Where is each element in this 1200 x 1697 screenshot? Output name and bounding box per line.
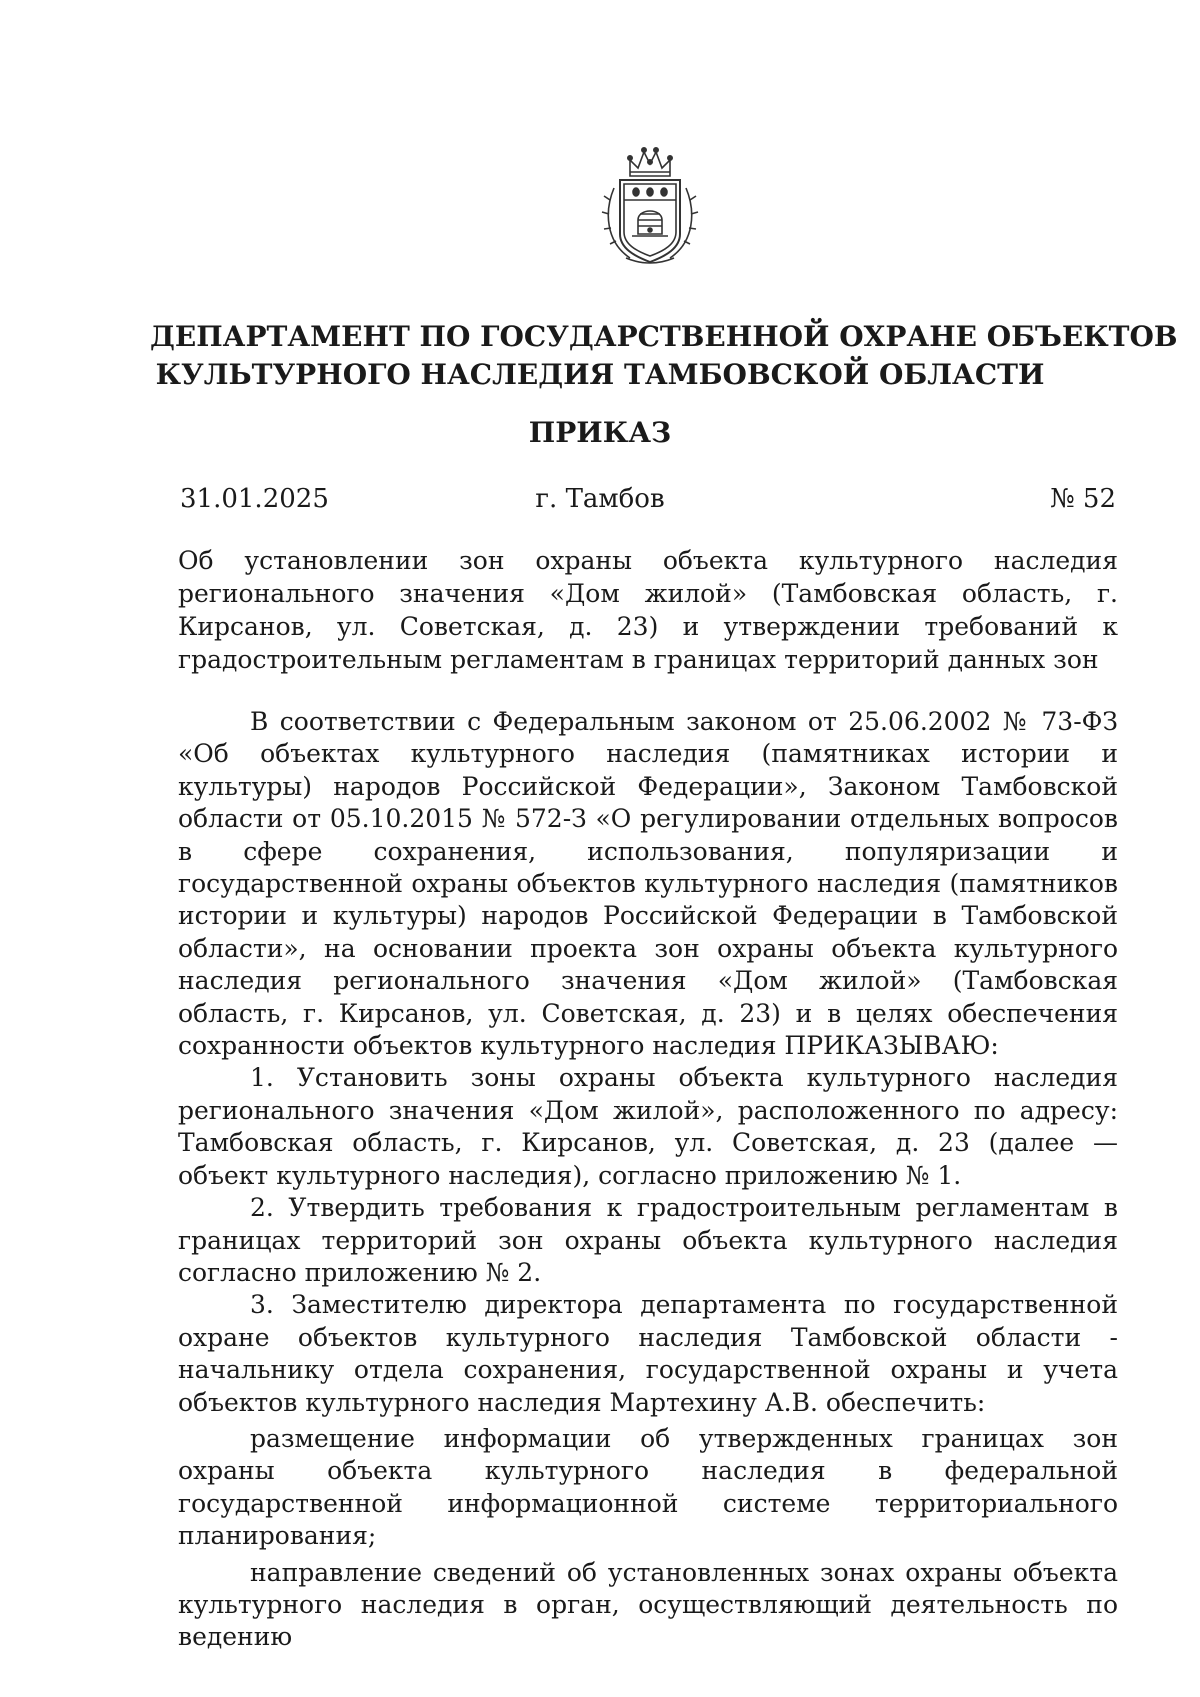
preamble-paragraph: В соответствии с Федеральным законом от 25.06.2002 № 73-ФЗ «Об объектах культурного наследия (памятниках истории и культуры) народов Российской Федерации», Законом Тамбовской области от 05.10.2015 № 572-З «О регулировании отдельных вопросов в сфере сохранения, использования, популяризации и государственной охраны объектов культурного наследия (памятников истории и культуры) народов Российской Федерации в Тамбовской области», на основании проекта зон охраны объекта культурного наследия регионального значения «Дом жилой» (Тамбовская область, г. Кирсанов, ул. Советская, д. 23) и в целях обеспечения сохранности объектов культурного наследия ПРИКАЗЫВАЮ: xyxy=(178,707,1118,1061)
document-city: г. Тамбов xyxy=(535,484,665,514)
coat-of-arms-icon xyxy=(600,142,700,268)
organization-title-line-2: КУЛЬТУРНОГО НАСЛЕДИЯ ТАМБОВСКОЙ ОБЛАСТИ xyxy=(155,358,1045,391)
order-item-3: 3. Заместителю директора департамента по государственной охране объектов культурного наследия Тамбовской области - начальнику отдела сохранения, государственной охраны и учета объектов культурного наследия Мартехину А.В. обеспечить: xyxy=(178,1290,1118,1417)
organization-title-line-1: ДЕПАРТАМЕНТ ПО ГОСУДАРСТВЕННОЙ ОХРАНЕ ОБЪЕКТОВ xyxy=(150,320,1178,353)
order-item-1: 1. Установить зоны охраны объекта культурного наследия регионального значения «Дом жилой», расположенного по адресу: Тамбовская область, г. Кирсанов, ул. Советская, д. 23 (далее — объект культурного наследия), согласно приложению № 1. xyxy=(178,1063,1118,1190)
order-item-2: 2. Утвердить требования к градостроительным регламентам в границах территорий зон охраны объекта культурного наследия согласно приложению № 2. xyxy=(178,1193,1118,1287)
organization-title xyxy=(150,318,1178,394)
document-date: 31.01.2025 xyxy=(180,484,329,514)
document-body xyxy=(178,706,1118,1654)
document-number: № 52 xyxy=(1050,484,1116,514)
order-subitem-1: размещение информации об утвержденных границах зон охраны объекта культурного наследия в федеральной государственной информационной системе территориального планирования; xyxy=(178,1423,1118,1551)
order-subitem-2: направление сведений об установленных зонах охраны объекта культурного наследия в орган, осуществляющий деятельность по ведению xyxy=(178,1557,1118,1652)
document-subject: Об установлении зон охраны объекта культурного наследия регионального значения «Дом жилой» (Тамбовская область, г. Кирсанов, ул. Советская, д. 23) и утверждении требований к градостроительным регламентам в границах территорий данных зон xyxy=(178,546,1118,674)
document-type: ПРИКАЗ xyxy=(528,416,672,449)
